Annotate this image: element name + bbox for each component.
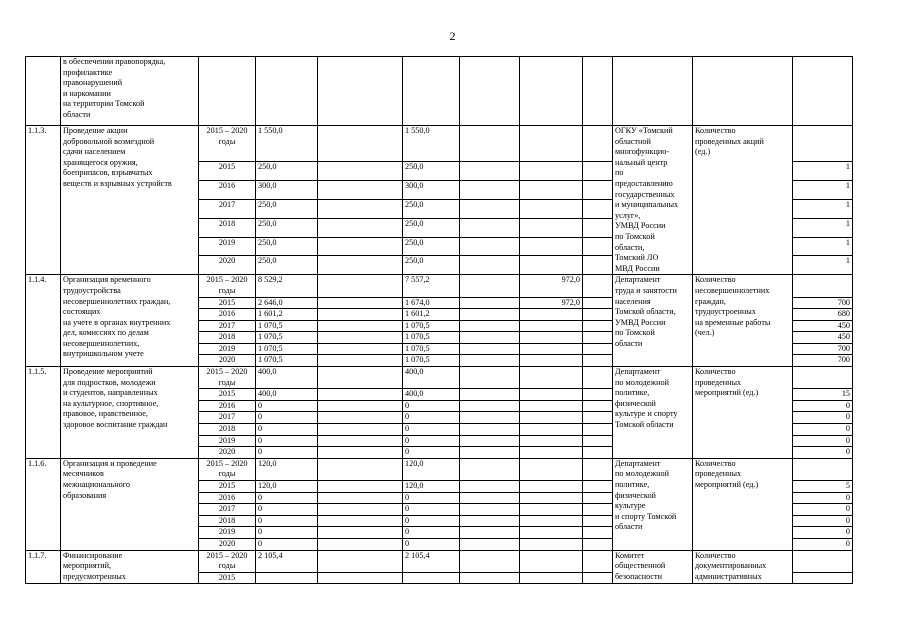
program-activities-table xyxy=(25,56,853,584)
indicator: Количество проведенных мероприятий (ед.) xyxy=(693,367,793,459)
total-amount: 1 070,5 xyxy=(256,355,318,367)
table-cell xyxy=(583,400,613,412)
other-amount xyxy=(520,180,583,199)
table-cell xyxy=(318,343,403,355)
total-amount: 250,0 xyxy=(256,218,318,237)
table-body xyxy=(26,57,853,584)
table-cell xyxy=(460,515,520,527)
total-amount: 0 xyxy=(256,538,318,550)
federal-amount: 0 xyxy=(403,447,460,459)
indicator-value: 0 xyxy=(793,412,853,424)
item-number: 1.1.3. xyxy=(26,126,61,275)
indicator-value: 1 xyxy=(793,256,853,275)
other-amount xyxy=(520,538,583,550)
table-cell xyxy=(793,367,853,389)
table-cell xyxy=(318,309,403,321)
indicator-value: 1 xyxy=(793,180,853,199)
table-cell xyxy=(583,435,613,447)
other-amount xyxy=(520,343,583,355)
other-amount xyxy=(520,126,583,162)
total-amount: 1 070,5 xyxy=(256,332,318,344)
table-cell xyxy=(318,332,403,344)
indicator-value: 0 xyxy=(793,527,853,539)
table-cell xyxy=(583,572,613,584)
federal-amount: 0 xyxy=(403,538,460,550)
item-name: Проведение акции добровольной возмездной сдачи населением хранящегося оружия, боеприпасов, взрывчатых веществ и взрывных устройств xyxy=(61,126,199,275)
indicator-value: 700 xyxy=(793,297,853,309)
other-amount xyxy=(520,504,583,516)
table-cell xyxy=(583,343,613,355)
year: 2019 xyxy=(199,435,256,447)
executor: Комитет общественной безопасности xyxy=(613,550,693,584)
year: 2016 xyxy=(199,492,256,504)
table-cell xyxy=(318,435,403,447)
year: 2018 xyxy=(199,424,256,436)
total-amount: 0 xyxy=(256,424,318,436)
table-cell xyxy=(583,424,613,436)
table-cell xyxy=(583,538,613,550)
federal-amount: 1 070,5 xyxy=(403,355,460,367)
table-cell xyxy=(318,355,403,367)
year: 2020 xyxy=(199,355,256,367)
other-amount xyxy=(520,492,583,504)
table-cell xyxy=(583,320,613,332)
table-cell xyxy=(583,275,613,297)
year: 2018 xyxy=(199,218,256,237)
year: 2015 xyxy=(199,572,256,584)
table-cell xyxy=(583,355,613,367)
table-cell xyxy=(520,572,583,584)
indicator: Количество документированных административных xyxy=(693,550,793,584)
other-amount xyxy=(520,309,583,321)
total-amount: 1 601,2 xyxy=(256,309,318,321)
table-cell xyxy=(460,275,520,297)
period-label: 2015 – 2020 годы xyxy=(199,126,256,162)
executor: ОГКУ «Томский областной многофункцио- нальный центр по предоставлению государственных и муниципальных услуг», УМВД России по Томской области, Томский ЛО МВД России xyxy=(613,126,693,275)
federal-amount: 1 674,0 xyxy=(403,297,460,309)
year: 2015 xyxy=(199,481,256,493)
indicator-value: 0 xyxy=(793,515,853,527)
table-row xyxy=(26,275,853,297)
year: 2016 xyxy=(199,180,256,199)
federal-amount: 7 557,2 xyxy=(403,275,460,297)
total-amount: 250,0 xyxy=(256,162,318,181)
table-cell xyxy=(460,435,520,447)
intro-text: в обеспечении правопорядка, профилактике правонарушений и наркомании на территории Томской области xyxy=(61,57,199,126)
table-cell xyxy=(583,218,613,237)
year: 2020 xyxy=(199,447,256,459)
year: 2018 xyxy=(199,332,256,344)
table-cell xyxy=(583,515,613,527)
indicator: Количество проведенных мероприятий (ед.) xyxy=(693,458,793,550)
other-amount xyxy=(520,458,583,480)
item-name: Проведение мероприятий для подростков, молодежи и студентов, направленных на культурное, спортивное, правовое, нравственное, здоровое воспитание граждан xyxy=(61,367,199,459)
table-row xyxy=(26,126,853,162)
table-cell xyxy=(318,538,403,550)
table-cell xyxy=(583,237,613,256)
other-amount xyxy=(520,515,583,527)
table-cell xyxy=(583,412,613,424)
other-amount xyxy=(520,367,583,389)
indicator-value: 680 xyxy=(793,309,853,321)
table-cell xyxy=(583,332,613,344)
table-cell xyxy=(318,424,403,436)
item-number: 1.1.4. xyxy=(26,275,61,367)
other-amount xyxy=(520,435,583,447)
period-label: 2015 – 2020 годы xyxy=(199,458,256,480)
year: 2016 xyxy=(199,400,256,412)
other-amount xyxy=(520,256,583,275)
total-amount: 120,0 xyxy=(256,458,318,480)
other-amount xyxy=(520,332,583,344)
table-cell xyxy=(460,458,520,480)
table-cell xyxy=(460,400,520,412)
federal-amount: 0 xyxy=(403,412,460,424)
other-amount xyxy=(520,162,583,181)
period-label: 2015 – 2020 годы xyxy=(199,550,256,572)
indicator-value: 5 xyxy=(793,481,853,493)
federal-amount: 1 550,0 xyxy=(403,126,460,162)
year: 2017 xyxy=(199,504,256,516)
federal-amount: 0 xyxy=(403,424,460,436)
total-amount: 2 105,4 xyxy=(256,550,318,572)
period-label: 2015 – 2020 годы xyxy=(199,367,256,389)
federal-amount: 1 070,5 xyxy=(403,320,460,332)
indicator-value: 450 xyxy=(793,332,853,344)
table-cell xyxy=(460,412,520,424)
table-cell xyxy=(460,199,520,218)
indicator-value: 1 xyxy=(793,237,853,256)
year: 2017 xyxy=(199,320,256,332)
table-cell xyxy=(583,458,613,480)
table-cell xyxy=(583,481,613,493)
table-cell xyxy=(583,162,613,181)
table-cell xyxy=(318,275,403,297)
executor: Департамент по молодежной политике, физической культуре и спорту Томской области xyxy=(613,458,693,550)
table-cell xyxy=(583,367,613,389)
indicator-value: 0 xyxy=(793,435,853,447)
total-amount: 0 xyxy=(256,447,318,459)
executor: Департамент труда и занятости населения Томской области, УМВД России по Томской области xyxy=(613,275,693,367)
indicator-value: 15 xyxy=(793,389,853,401)
table-row xyxy=(26,458,853,480)
table-cell xyxy=(318,367,403,389)
year: 2015 xyxy=(199,162,256,181)
table-cell xyxy=(318,481,403,493)
table-cell xyxy=(583,180,613,199)
indicator-value: 450 xyxy=(793,320,853,332)
total-amount: 0 xyxy=(256,435,318,447)
table-cell xyxy=(318,180,403,199)
table-cell xyxy=(318,572,403,584)
table-cell xyxy=(318,412,403,424)
item-name: Организация временного трудоустройства несовершеннолетних граждан, состоящих на учете в органах внутренних дел, комиссиях по делам несовершеннолетних, внутришкольном учете xyxy=(61,275,199,367)
year: 2018 xyxy=(199,515,256,527)
other-amount xyxy=(520,481,583,493)
table-cell xyxy=(318,504,403,516)
table-cell xyxy=(460,367,520,389)
federal-amount: 0 xyxy=(403,492,460,504)
other-amount xyxy=(520,424,583,436)
table-cell xyxy=(583,309,613,321)
indicator-value: 1 xyxy=(793,162,853,181)
indicator-value: 0 xyxy=(793,538,853,550)
table-cell xyxy=(460,550,520,572)
table-cell xyxy=(460,126,520,162)
table-cell xyxy=(793,126,853,162)
federal-amount: 120,0 xyxy=(403,458,460,480)
table-cell xyxy=(460,389,520,401)
federal-amount: 0 xyxy=(403,400,460,412)
table-cell xyxy=(460,492,520,504)
federal-amount: 250,0 xyxy=(403,162,460,181)
other-amount xyxy=(520,389,583,401)
other-amount xyxy=(520,447,583,459)
table-cell xyxy=(318,162,403,181)
table-row xyxy=(26,550,853,572)
table-cell xyxy=(460,162,520,181)
table-cell xyxy=(460,343,520,355)
table-cell xyxy=(793,458,853,480)
federal-amount: 1 601,2 xyxy=(403,309,460,321)
federal-amount: 250,0 xyxy=(403,256,460,275)
table-cell xyxy=(318,447,403,459)
table-cell xyxy=(460,332,520,344)
indicator-value: 0 xyxy=(793,447,853,459)
other-amount xyxy=(520,199,583,218)
table-cell xyxy=(318,256,403,275)
table-cell xyxy=(318,389,403,401)
table-cell xyxy=(583,492,613,504)
table-cell xyxy=(318,126,403,162)
federal-amount: 1 070,5 xyxy=(403,332,460,344)
table-cell xyxy=(583,504,613,516)
year: 2019 xyxy=(199,527,256,539)
indicator-value: 0 xyxy=(793,492,853,504)
table-cell xyxy=(460,180,520,199)
table-cell xyxy=(460,538,520,550)
other-amount xyxy=(520,320,583,332)
other-amount xyxy=(520,355,583,367)
total-amount: 1 070,5 xyxy=(256,320,318,332)
federal-amount: 2 105,4 xyxy=(403,550,460,572)
table-cell xyxy=(460,256,520,275)
table-cell xyxy=(520,550,583,572)
year: 2015 xyxy=(199,297,256,309)
year: 2016 xyxy=(199,309,256,321)
indicator: Количество несовершеннолетних граждан, трудоустроенных на временные работы (чел.) xyxy=(693,275,793,367)
other-amount: 972,0 xyxy=(520,275,583,297)
period-label: 2015 – 2020 годы xyxy=(199,275,256,297)
federal-amount: 400,0 xyxy=(403,389,460,401)
item-name: Организация и проведение месячников межнационального образования xyxy=(61,458,199,550)
other-amount xyxy=(520,527,583,539)
federal-amount: 250,0 xyxy=(403,199,460,218)
total-amount: 1 550,0 xyxy=(256,126,318,162)
year: 2019 xyxy=(199,237,256,256)
table-cell xyxy=(793,275,853,297)
federal-amount: 0 xyxy=(403,527,460,539)
federal-amount: 0 xyxy=(403,435,460,447)
total-amount: 250,0 xyxy=(256,256,318,275)
table-cell xyxy=(403,572,460,584)
table-cell xyxy=(583,527,613,539)
year: 2015 xyxy=(199,389,256,401)
table-cell xyxy=(460,572,520,584)
total-amount: 250,0 xyxy=(256,199,318,218)
item-number: 1.1.5. xyxy=(26,367,61,459)
table-cell xyxy=(318,199,403,218)
indicator-value: 0 xyxy=(793,424,853,436)
year: 2017 xyxy=(199,199,256,218)
indicator-value: 1 xyxy=(793,199,853,218)
table-cell xyxy=(793,550,853,572)
item-number: 1.1.7. xyxy=(26,550,61,584)
year: 2020 xyxy=(199,256,256,275)
table-cell xyxy=(318,320,403,332)
indicator-value: 0 xyxy=(793,400,853,412)
total-amount: 1 070,5 xyxy=(256,343,318,355)
table-cell xyxy=(318,515,403,527)
table-cell xyxy=(318,237,403,256)
total-amount: 300,0 xyxy=(256,180,318,199)
other-amount xyxy=(520,400,583,412)
table-cell xyxy=(460,527,520,539)
table-cell xyxy=(793,572,853,584)
table-cell xyxy=(460,504,520,516)
federal-amount: 0 xyxy=(403,515,460,527)
table-cell xyxy=(318,527,403,539)
indicator-value: 700 xyxy=(793,355,853,367)
executor: Департамент по молодежной политике, физической культуре и спорту Томской области xyxy=(613,367,693,459)
table-cell xyxy=(318,458,403,480)
total-amount: 2 646,0 xyxy=(256,297,318,309)
table-cell xyxy=(460,424,520,436)
table-cell xyxy=(460,297,520,309)
table-cell xyxy=(318,400,403,412)
year: 2020 xyxy=(199,538,256,550)
table-row xyxy=(26,367,853,389)
indicator-value: 0 xyxy=(793,504,853,516)
table-cell xyxy=(460,309,520,321)
table-cell xyxy=(583,297,613,309)
total-amount: 0 xyxy=(256,400,318,412)
federal-amount: 120,0 xyxy=(403,481,460,493)
table-cell xyxy=(583,550,613,572)
table-cell xyxy=(318,550,403,572)
federal-amount: 0 xyxy=(403,504,460,516)
page-number: 2 xyxy=(449,29,456,43)
year: 2019 xyxy=(199,343,256,355)
table-cell xyxy=(583,256,613,275)
table-cell xyxy=(460,218,520,237)
total-amount: 8 529,2 xyxy=(256,275,318,297)
table-cell xyxy=(318,218,403,237)
indicator-value: 700 xyxy=(793,343,853,355)
table-cell xyxy=(460,320,520,332)
table-cell xyxy=(460,481,520,493)
federal-amount: 250,0 xyxy=(403,218,460,237)
other-amount xyxy=(520,412,583,424)
total-amount: 0 xyxy=(256,412,318,424)
table-cell xyxy=(256,572,318,584)
total-amount: 0 xyxy=(256,504,318,516)
federal-amount: 400,0 xyxy=(403,367,460,389)
total-amount: 120,0 xyxy=(256,481,318,493)
table-row xyxy=(26,57,853,126)
total-amount: 0 xyxy=(256,515,318,527)
table-cell xyxy=(318,297,403,309)
federal-amount: 1 070,5 xyxy=(403,343,460,355)
table-cell xyxy=(460,237,520,256)
table-cell xyxy=(318,492,403,504)
table-cell xyxy=(583,389,613,401)
table-cell xyxy=(460,447,520,459)
item-name: Финансирование мероприятий, предусмотренных xyxy=(61,550,199,584)
federal-amount: 300,0 xyxy=(403,180,460,199)
item-number: 1.1.6. xyxy=(26,458,61,550)
table-cell xyxy=(583,126,613,162)
indicator-value: 1 xyxy=(793,218,853,237)
total-amount: 250,0 xyxy=(256,237,318,256)
table-cell xyxy=(583,199,613,218)
total-amount: 0 xyxy=(256,492,318,504)
total-amount: 400,0 xyxy=(256,389,318,401)
total-amount: 0 xyxy=(256,527,318,539)
total-amount: 400,0 xyxy=(256,367,318,389)
table-cell xyxy=(460,355,520,367)
year: 2017 xyxy=(199,412,256,424)
other-amount xyxy=(520,237,583,256)
other-amount xyxy=(520,218,583,237)
indicator: Количество проведенных акций (ед.) xyxy=(693,126,793,275)
other-amount: 972,0 xyxy=(520,297,583,309)
table-cell xyxy=(583,447,613,459)
federal-amount: 250,0 xyxy=(403,237,460,256)
